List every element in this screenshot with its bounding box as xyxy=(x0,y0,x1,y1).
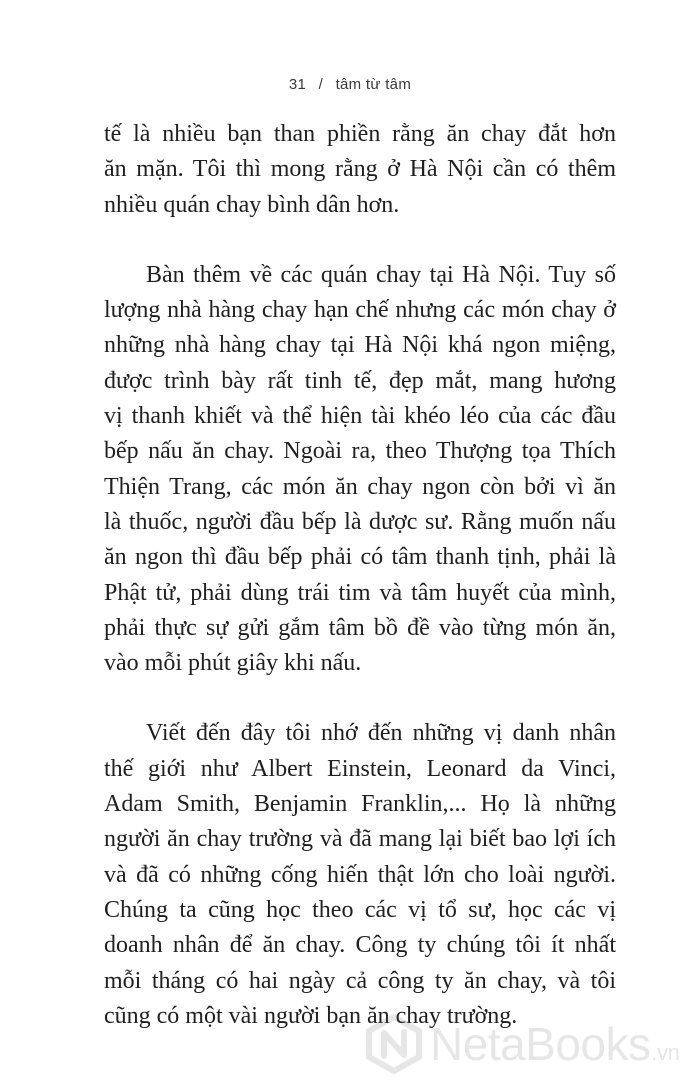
text-line: lượng nhà hàng chay hạn chế nhưng các món chay ở xyxy=(104,297,616,324)
text-line: nhiều quán chay bình dân hơn. xyxy=(104,191,400,218)
section-title: tâm từ tâm xyxy=(335,76,412,93)
watermark-suffix: .vn xyxy=(651,1040,680,1065)
text-line: vào mỗi phút giây khi nấu. xyxy=(104,650,362,677)
paragraph-3 xyxy=(104,716,616,1034)
paragraph-2 xyxy=(104,258,616,682)
running-head xyxy=(0,76,700,93)
text-line: Viết đến đây tôi nhớ đến những vị danh nhân xyxy=(146,720,616,747)
text-line: Bàn thêm về các quán chay tại Hà Nội. Tuy số xyxy=(146,261,616,288)
text-line: người ăn chay trường và đã mang lại biết bao lợi ích xyxy=(104,826,616,853)
text-line: doanh nhân để ăn chay. Công ty chúng tôi ít nhất xyxy=(104,932,616,959)
paragraph-1 xyxy=(104,117,616,223)
text-line: vị thanh khiết và thể hiện tài khéo léo của các đầu xyxy=(104,403,616,430)
text-line: và đã có những cống hiến thật lớn cho loài người. xyxy=(104,861,616,888)
watermark-text xyxy=(430,1017,679,1071)
text-line: Chúng ta cũng học theo các vị tổ sư, học các vị xyxy=(104,896,616,923)
text-line: Thiện Trang, các món ăn chay ngon còn bởi vì ăn xyxy=(104,473,616,500)
text-line: ăn ngon thì đầu bếp phải có tâm thanh tịnh, phải là xyxy=(104,544,616,571)
text-line: là thuốc, người đầu bếp là dược sư. Rằng muốn nấu xyxy=(104,508,616,535)
text-line: thế giới như Albert Einstein, Leonard da Vinci, xyxy=(104,755,616,782)
netabooks-logo-icon xyxy=(366,1014,422,1074)
body-text xyxy=(104,117,616,1034)
text-line: bếp nấu ăn chay. Ngoài ra, theo Thượng tọa Thích xyxy=(104,438,616,465)
text-line: phải thực sự gửi gắm tâm bồ đề vào từng món ăn, xyxy=(104,614,616,641)
text-line: những nhà hàng chay tại Hà Nội khá ngon miệng, xyxy=(104,332,616,359)
text-line: Adam Smith, Benjamin Franklin,... Họ là những xyxy=(104,791,616,818)
text-line: ăn mặn. Tôi thì mong rằng ở Hà Nội cần có thêm xyxy=(104,156,616,183)
text-line: mỗi tháng có hai ngày cả công ty ăn chay, và tôi xyxy=(104,967,616,994)
watermark-brand: NetaBooks xyxy=(430,1018,651,1070)
header-separator: / xyxy=(318,76,324,93)
text-line: được trình bày rất tinh tế, đẹp mắt, mang hương xyxy=(104,367,616,394)
text-line: Phật tử, phải dùng trái tim và tâm huyết của mình, xyxy=(104,579,616,606)
netabooks-watermark xyxy=(366,1014,679,1074)
page-number: 31 xyxy=(288,76,307,93)
text-line: tế là nhiều bạn than phiền rằng ăn chay đắt hơn xyxy=(104,121,616,147)
text-line: cũng có một vài người bạn ăn chay trường. xyxy=(104,1002,518,1029)
